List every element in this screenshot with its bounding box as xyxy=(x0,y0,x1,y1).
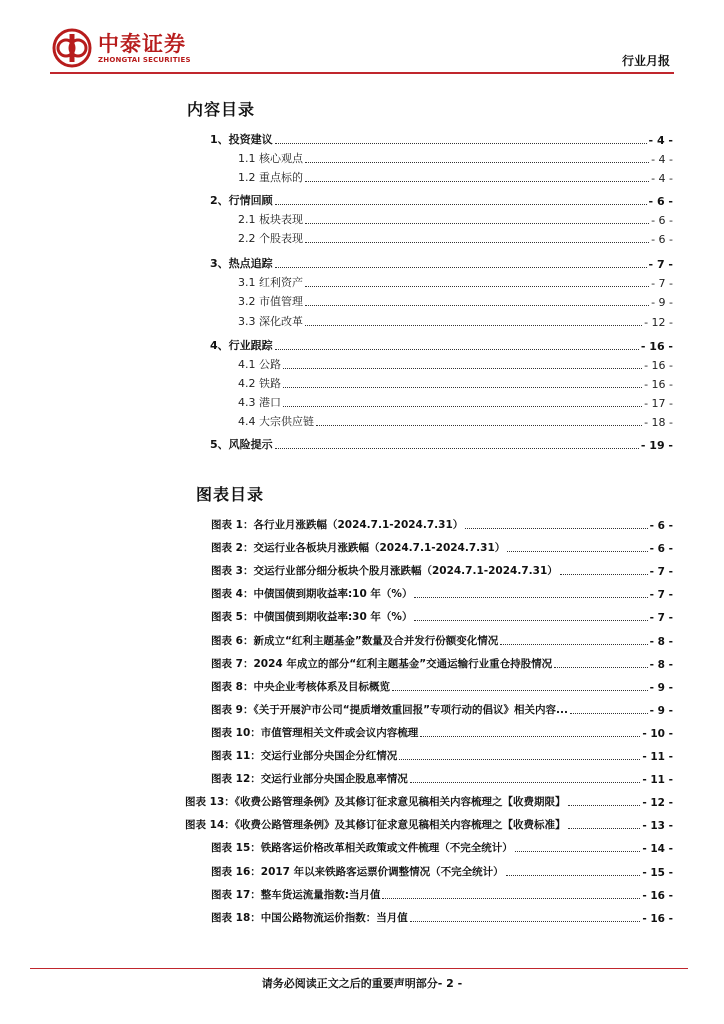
toc-entry[interactable] xyxy=(210,436,673,452)
toc-entry[interactable] xyxy=(238,313,673,329)
toc-entry-page: - 16 - xyxy=(644,378,673,391)
dot-leader xyxy=(410,781,641,783)
dot-leader xyxy=(275,142,647,144)
figure-entry-page: - 16 - xyxy=(642,889,673,902)
toc-entry[interactable] xyxy=(210,255,673,271)
figure-entry-page: - 14 - xyxy=(642,843,673,856)
figures-title: 图表目录 xyxy=(196,485,265,504)
toc-entry[interactable] xyxy=(210,131,673,147)
dot-leader xyxy=(275,447,639,449)
toc-entry-page: - 9 - xyxy=(651,296,673,309)
header-divider xyxy=(50,72,674,74)
toc-entry-label: 1、投资建议 xyxy=(210,133,273,146)
figure-entry-page: - 6 - xyxy=(649,520,673,532)
figure-entry-page: - 11 - xyxy=(642,774,673,787)
figure-entry[interactable] xyxy=(185,793,673,809)
toc-entry-page: - 19 - xyxy=(640,439,673,452)
dot-leader xyxy=(506,874,641,876)
toc-entry-label: 1.1 核心观点 xyxy=(238,152,303,165)
company-name-cn: 中泰证券 xyxy=(98,31,186,56)
toc-entry-page: - 7 - xyxy=(651,277,673,290)
zhongtai-logo-icon xyxy=(52,28,92,68)
toc-entry-page: - 6 - xyxy=(651,214,673,227)
toc-entry[interactable] xyxy=(238,356,673,372)
figure-entry[interactable] xyxy=(211,608,673,624)
dot-leader xyxy=(570,712,648,714)
toc-title: 内容目录 xyxy=(187,100,256,119)
dot-leader xyxy=(410,920,641,922)
company-name-en: ZHONGTAI SECURITIES xyxy=(98,55,191,64)
toc-entry[interactable] xyxy=(210,192,673,208)
toc-entry-label: 2.1 板块表现 xyxy=(238,213,303,226)
dot-leader xyxy=(275,266,647,268)
figure-entry-label: 图表 6：新成立“红利主题基金”数量及合并发行份额变化情况 xyxy=(211,634,499,647)
figure-entry-page: - 9 - xyxy=(649,681,673,694)
figure-entry-label: 图表 17：整车货运流量指数:当月值 xyxy=(211,888,381,901)
toc-entry[interactable] xyxy=(238,230,673,246)
footer-page-number: - 2 - xyxy=(437,977,463,990)
toc-entry[interactable] xyxy=(238,293,673,309)
footer-divider xyxy=(30,968,688,969)
toc-entry-page: - 16 - xyxy=(640,340,673,353)
toc-entry[interactable] xyxy=(210,337,673,353)
figure-entry-page: - 7 - xyxy=(649,612,673,625)
toc-entry-page: - 17 - xyxy=(644,397,673,410)
dot-leader xyxy=(316,424,642,426)
toc-entry-label: 3.1 红利资产 xyxy=(238,276,303,289)
dot-leader xyxy=(305,161,649,163)
figure-entry[interactable] xyxy=(211,839,673,855)
toc-entry-page: - 7 - xyxy=(648,258,673,271)
figure-entry-page: - 9 - xyxy=(649,704,673,717)
dot-leader xyxy=(305,180,649,182)
page-footer xyxy=(0,975,724,991)
dot-leader xyxy=(283,367,642,369)
figure-entry-label: 图表 5：中债国债到期收益率:30 年（%） xyxy=(211,611,413,624)
dot-leader xyxy=(465,527,647,529)
figure-entry-label: 图表 10：市值管理相关文件或会议内容梳理 xyxy=(211,726,419,739)
figure-entry[interactable] xyxy=(211,770,673,786)
figure-entry[interactable] xyxy=(211,632,673,648)
report-type: 行业月报 xyxy=(621,54,670,68)
figure-entry[interactable] xyxy=(211,655,673,671)
toc-entry-page: - 12 - xyxy=(644,316,673,329)
figure-entry-label: 图表 3：交运行业部分细分板块个股月涨跌幅（2024.7.1-2024.7.31） xyxy=(211,565,558,578)
figure-entry[interactable] xyxy=(211,562,673,578)
dot-leader xyxy=(392,689,648,691)
dot-leader xyxy=(275,348,639,350)
dot-leader xyxy=(420,735,640,737)
figure-entry-label: 图表 13：《收费公路管理条例》及其修订征求意见稿相关内容梳理之【收费期限】 xyxy=(185,796,566,809)
toc-entry-label: 5、风险提示 xyxy=(210,438,273,451)
figure-entry-page: - 13 - xyxy=(642,820,673,833)
figure-entry-label: 图表 11：交运行业部分央国企分红情况 xyxy=(211,750,398,762)
toc-entry-label: 3、热点追踪 xyxy=(210,257,273,270)
figure-entry[interactable] xyxy=(211,701,673,717)
toc-entry[interactable] xyxy=(238,274,673,290)
figure-entry[interactable] xyxy=(211,886,673,902)
dot-leader xyxy=(568,804,641,806)
company-logo xyxy=(52,28,191,68)
toc-entry-label: 2、行情回顾 xyxy=(210,194,273,207)
toc-entry-label: 1.2 重点标的 xyxy=(238,171,303,184)
dot-leader xyxy=(507,550,647,552)
figure-entry[interactable] xyxy=(211,539,673,555)
dot-leader xyxy=(305,304,649,306)
toc-entry[interactable] xyxy=(238,169,673,185)
figure-entry-page: - 6 - xyxy=(649,543,673,556)
toc-entry-page: - 6 - xyxy=(651,233,673,246)
figure-entry[interactable] xyxy=(211,863,673,879)
dot-leader xyxy=(414,619,647,621)
toc-entry-page: - 4 - xyxy=(651,172,673,185)
dot-leader xyxy=(283,386,642,388)
figure-entry[interactable] xyxy=(185,816,673,832)
dot-leader xyxy=(305,222,649,224)
figure-entry-page: - 10 - xyxy=(642,727,673,740)
figure-entry-page: - 16 - xyxy=(642,912,673,925)
toc-entry[interactable] xyxy=(238,394,673,410)
toc-entry[interactable] xyxy=(238,150,673,166)
figure-entry-label: 图表 16：2017 年以来铁路客运票价调整情况（不完全统计） xyxy=(211,865,504,878)
toc-entry-page: - 6 - xyxy=(648,195,673,208)
figure-entry[interactable] xyxy=(211,678,673,694)
figure-entry[interactable] xyxy=(211,747,673,763)
figure-entry-label: 图表 18：中国公路物流运价指数：当月值 xyxy=(211,911,408,924)
dot-leader xyxy=(560,573,648,575)
figure-entry[interactable] xyxy=(211,516,673,532)
figure-entry-page: - 15 - xyxy=(642,866,673,879)
dot-leader xyxy=(399,758,640,760)
toc-entry[interactable] xyxy=(238,211,673,227)
toc-entry-label: 4、行业跟踪 xyxy=(210,339,273,352)
dot-leader xyxy=(554,666,648,668)
dot-leader xyxy=(500,643,647,645)
toc-entry-label: 3.2 市值管理 xyxy=(238,295,303,308)
toc-entry[interactable] xyxy=(238,375,673,391)
figure-entry-page: - 7 - xyxy=(649,589,673,602)
toc-entry-label: 4.1 公路 xyxy=(238,358,281,371)
figure-entry-label: 图表 1：各行业月涨跌幅（2024.7.1-2024.7.31） xyxy=(211,519,464,531)
figure-entry-page: - 8 - xyxy=(649,635,673,648)
dot-leader xyxy=(305,324,642,326)
figure-entry-label: 图表 4：中债国债到期收益率:10 年（%） xyxy=(211,588,413,601)
toc-entry-label: 4.4 大宗供应链 xyxy=(238,415,314,428)
dot-leader xyxy=(515,850,641,852)
dot-leader xyxy=(382,897,640,899)
toc-entry-label: 4.3 港口 xyxy=(238,396,281,409)
figure-entry-label: 图表 2：交运行业各板块月涨跌幅（2024.7.1-2024.7.31） xyxy=(211,542,506,555)
figure-entry-label: 图表 15：铁路客运价格改革相关政策或文件梳理（不完全统计） xyxy=(211,842,513,855)
figure-entry[interactable] xyxy=(211,585,673,601)
figure-entry-label: 图表 12：交运行业部分央国企股息率情况 xyxy=(211,773,408,786)
figure-entry-label: 图表 14：《收费公路管理条例》及其修订征求意见稿相关内容梳理之【收费标准】 xyxy=(185,819,566,832)
dot-leader xyxy=(305,241,649,243)
figure-entry-label: 图表 7：2024 年成立的部分“红利主题基金”交通运输行业重仓持股情况 xyxy=(211,657,553,670)
dot-leader xyxy=(283,405,642,407)
toc-entry-page: - 4 - xyxy=(648,134,673,147)
dot-leader xyxy=(305,285,649,287)
toc-entry-page: - 4 - xyxy=(651,153,673,166)
toc-entry-page: - 18 - xyxy=(644,416,673,429)
dot-leader xyxy=(568,827,641,829)
footer-disclaimer: 请务必阅读正文之后的重要声明部分 xyxy=(261,977,438,990)
figure-entry-page: - 7 - xyxy=(649,566,673,579)
figure-entry[interactable] xyxy=(211,724,673,740)
dot-leader xyxy=(414,596,647,598)
figure-entry-label: 图表 9：《关于开展沪市公司“提质增效重回报”专项行动的倡议》相关内容... xyxy=(211,703,568,716)
toc-entry-page: - 16 - xyxy=(644,359,673,372)
toc-entry-label: 3.3 深化改革 xyxy=(238,315,303,328)
toc-entry-label: 2.2 个股表现 xyxy=(238,232,303,245)
figure-entry-label: 图表 8：中央企业考核体系及目标概览 xyxy=(211,680,390,693)
toc-entry-label: 4.2 铁路 xyxy=(238,377,281,390)
figure-entry-page: - 8 - xyxy=(649,658,673,671)
figure-entry-page: - 11 - xyxy=(642,751,673,763)
figure-entry-page: - 12 - xyxy=(642,797,673,810)
page-header xyxy=(0,0,724,80)
toc-entry[interactable] xyxy=(238,413,673,429)
dot-leader xyxy=(275,203,647,205)
figure-entry[interactable] xyxy=(211,909,673,925)
